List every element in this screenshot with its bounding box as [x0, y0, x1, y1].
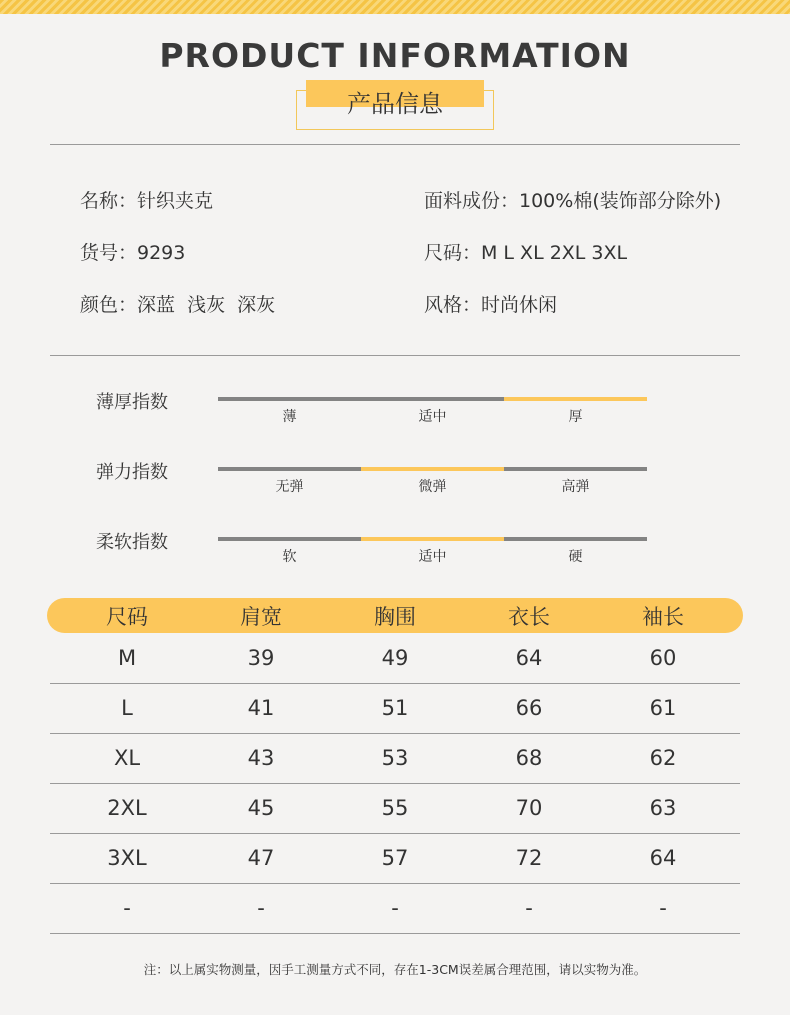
title-cn: 产品信息 [347, 90, 443, 118]
index-tick-label: 软 [282, 549, 297, 565]
table-cell: 66 [515, 696, 543, 720]
table-cell: 61 [649, 696, 677, 720]
info-colors: 颜色：深蓝 浅灰 深灰 [80, 294, 276, 316]
table-cell: 53 [381, 746, 409, 770]
index-segment [504, 537, 647, 541]
table-row-divider [50, 683, 740, 684]
index-segment [218, 537, 361, 541]
index-segment [218, 467, 361, 471]
table-row-divider [50, 783, 740, 784]
table-cell: XL [113, 746, 141, 770]
table-row-divider [50, 883, 740, 884]
table-header-cell: 胸围 [374, 605, 416, 629]
index-label: 弹力指数 [96, 462, 168, 483]
table-cell: L [121, 696, 133, 720]
table-cell: 63 [649, 796, 677, 820]
divider-middle [50, 355, 740, 356]
table-cell: 51 [381, 696, 409, 720]
info-name: 名称：针织夹克 [80, 190, 214, 212]
table-cell: 49 [381, 646, 409, 670]
table-cell: 60 [649, 646, 677, 670]
table-cell: 2XL [107, 796, 147, 820]
table-cell: - [257, 896, 265, 920]
table-cell: 64 [515, 646, 543, 670]
index-tick-label: 微弹 [418, 479, 447, 495]
index-tick-label: 硬 [568, 549, 583, 565]
table-cell: 41 [247, 696, 275, 720]
table-header-cell: 尺码 [106, 605, 148, 629]
table-cell: - [525, 896, 533, 920]
table-cell: 68 [515, 746, 543, 770]
index-tick-label: 适中 [418, 409, 447, 425]
index-segment [218, 397, 361, 401]
table-row-divider [50, 933, 740, 934]
index-tick-label: 无弹 [275, 479, 304, 495]
top-stripe [0, 0, 790, 14]
index-segment-selected [504, 397, 647, 401]
table-cell: - [123, 896, 131, 920]
table-header-cell: 肩宽 [240, 605, 282, 629]
table-header-cell: 衣长 [508, 605, 550, 629]
info-style: 风格：时尚休闲 [424, 294, 558, 316]
info-item-no: 货号：9293 [80, 242, 186, 264]
info-material: 面料成份：100%棉(装饰部分除外) [424, 190, 722, 212]
table-cell: 57 [381, 846, 409, 870]
index-segment [504, 467, 647, 471]
table-row-divider [50, 733, 740, 734]
table-cell: 72 [515, 846, 543, 870]
index-tick-label: 厚 [568, 409, 583, 425]
measurement-note: 注：以上属实物测量，因手工测量方式不同，存在1-3CM误差属合理范围，请以实物为准。 [143, 962, 647, 977]
table-cell: 62 [649, 746, 677, 770]
info-sizes: 尺码：M L XL 2XL 3XL [424, 242, 628, 264]
table-cell: 39 [247, 646, 275, 670]
index-segment-selected [361, 537, 504, 541]
index-segment-selected [361, 467, 504, 471]
table-row-divider [50, 833, 740, 834]
table-cell: 55 [381, 796, 409, 820]
table-cell: 47 [247, 846, 275, 870]
table-cell: 45 [247, 796, 275, 820]
index-tick-label: 薄 [282, 409, 297, 425]
index-tick-label: 适中 [418, 549, 447, 565]
table-cell: 43 [247, 746, 275, 770]
index-tick-label: 高弹 [561, 479, 590, 495]
table-cell: M [117, 646, 137, 670]
divider-top [50, 144, 740, 145]
table-cell: 3XL [107, 846, 147, 870]
table-cell: - [659, 896, 667, 920]
table-header-cell: 袖长 [642, 605, 684, 629]
table-cell: - [391, 896, 399, 920]
table-cell: 64 [649, 846, 677, 870]
title-en: PRODUCT INFORMATION [159, 36, 631, 75]
table-cell: 70 [515, 796, 543, 820]
index-label: 薄厚指数 [96, 392, 168, 413]
index-segment [361, 397, 504, 401]
index-label: 柔软指数 [96, 532, 168, 553]
